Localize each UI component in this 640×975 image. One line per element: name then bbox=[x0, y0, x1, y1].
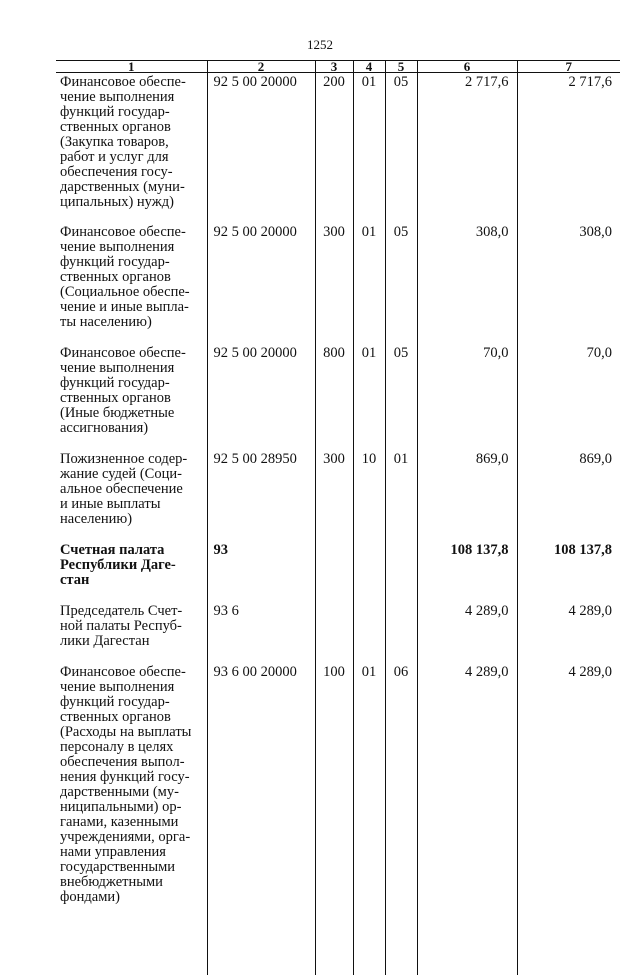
row-code-cell: 92 5 00 20000 bbox=[207, 346, 315, 452]
row-name-cell: Финансовое обеспе- чение выполнения функций государ- ственных органов (Социальное обеспе- чение и иные выпла- ты населению) bbox=[56, 225, 207, 346]
column-header-3: 3 bbox=[315, 61, 353, 73]
row-col4-cell bbox=[353, 604, 385, 665]
row-amount6-cell: 108 137,8 bbox=[417, 543, 517, 604]
table-filler-row bbox=[56, 935, 620, 975]
row-col3-cell bbox=[315, 604, 353, 665]
row-col5-cell: 05 bbox=[385, 346, 417, 452]
row-col4-cell bbox=[353, 543, 385, 604]
table-row bbox=[56, 73, 620, 226]
empty-cell bbox=[385, 935, 417, 975]
row-name-cell: Финансовое обеспе- чение выполнения функций государ- ственных органов (Расходы на выплаты персоналу в целях обеспечения выпол- нения функций госу- дарственными (му- ниципальными) ор- ганами, казенными учреждениями, орга- нами управления государственными внебюджетными фондами) bbox=[56, 665, 207, 935]
row-col5-cell: 01 bbox=[385, 452, 417, 543]
empty-cell bbox=[56, 935, 207, 975]
row-code-cell: 92 5 00 28950 bbox=[207, 452, 315, 543]
row-name-cell: Финансовое обеспе- чение выполнения функций государ- ственных органов (Закупка товаров, работ и услуг для обеспечения госу- дарственных (муни- ципальных) нужд) bbox=[56, 73, 207, 226]
row-col3-cell: 300 bbox=[315, 225, 353, 346]
row-amount7-cell: 108 137,8 bbox=[517, 543, 620, 604]
column-header-4: 4 bbox=[353, 61, 385, 73]
row-col3-cell: 300 bbox=[315, 452, 353, 543]
table-body bbox=[56, 73, 620, 975]
row-col5-cell: 06 bbox=[385, 665, 417, 935]
row-col3-cell: 200 bbox=[315, 73, 353, 226]
row-amount7-cell: 869,0 bbox=[517, 452, 620, 543]
row-col3-cell: 800 bbox=[315, 346, 353, 452]
row-col4-cell: 01 bbox=[353, 665, 385, 935]
row-amount7-cell: 2 717,6 bbox=[517, 73, 620, 226]
budget-table bbox=[56, 60, 620, 975]
row-amount7-cell: 4 289,0 bbox=[517, 604, 620, 665]
row-col4-cell: 01 bbox=[353, 73, 385, 226]
row-code-cell: 93 6 00 20000 bbox=[207, 665, 315, 935]
row-col5-cell bbox=[385, 543, 417, 604]
row-col5-cell: 05 bbox=[385, 225, 417, 346]
row-amount7-cell: 308,0 bbox=[517, 225, 620, 346]
table-row bbox=[56, 346, 620, 452]
page-number: 1252 bbox=[0, 37, 640, 53]
row-name-cell: Председатель Счет- ной палаты Респуб- лики Дагестан bbox=[56, 604, 207, 665]
row-amount6-cell: 70,0 bbox=[417, 346, 517, 452]
row-col4-cell: 01 bbox=[353, 346, 385, 452]
table-row bbox=[56, 665, 620, 935]
row-code-cell: 92 5 00 20000 bbox=[207, 73, 315, 226]
column-header-6: 6 bbox=[417, 61, 517, 73]
row-amount7-cell: 4 289,0 bbox=[517, 665, 620, 935]
empty-cell bbox=[417, 935, 517, 975]
column-header-7: 7 bbox=[517, 61, 620, 73]
column-number-row bbox=[56, 61, 620, 73]
row-code-cell: 93 bbox=[207, 543, 315, 604]
row-name-cell: Счетная палата Республики Даге- стан bbox=[56, 543, 207, 604]
row-name-cell: Финансовое обеспе- чение выполнения функций государ- ственных органов (Иные бюджетные ассигнования) bbox=[56, 346, 207, 452]
row-col3-cell bbox=[315, 543, 353, 604]
row-amount6-cell: 4 289,0 bbox=[417, 604, 517, 665]
row-code-cell: 92 5 00 20000 bbox=[207, 225, 315, 346]
row-amount7-cell: 70,0 bbox=[517, 346, 620, 452]
table-row bbox=[56, 225, 620, 346]
budget-table-container bbox=[56, 60, 620, 833]
empty-cell bbox=[315, 935, 353, 975]
table-row bbox=[56, 452, 620, 543]
table-row bbox=[56, 604, 620, 665]
column-header-5: 5 bbox=[385, 61, 417, 73]
empty-cell bbox=[207, 935, 315, 975]
column-header-1: 1 bbox=[56, 61, 207, 73]
empty-cell bbox=[517, 935, 620, 975]
column-header-2: 2 bbox=[207, 61, 315, 73]
row-amount6-cell: 4 289,0 bbox=[417, 665, 517, 935]
row-col4-cell: 10 bbox=[353, 452, 385, 543]
row-col5-cell bbox=[385, 604, 417, 665]
row-amount6-cell: 308,0 bbox=[417, 225, 517, 346]
row-amount6-cell: 869,0 bbox=[417, 452, 517, 543]
row-col4-cell: 01 bbox=[353, 225, 385, 346]
table-row bbox=[56, 543, 620, 604]
row-code-cell: 93 6 bbox=[207, 604, 315, 665]
row-col5-cell: 05 bbox=[385, 73, 417, 226]
row-amount6-cell: 2 717,6 bbox=[417, 73, 517, 226]
empty-cell bbox=[353, 935, 385, 975]
row-col3-cell: 100 bbox=[315, 665, 353, 935]
row-name-cell: Пожизненное содер- жание судей (Соци- альное обеспечение и иные выплаты населению) bbox=[56, 452, 207, 543]
